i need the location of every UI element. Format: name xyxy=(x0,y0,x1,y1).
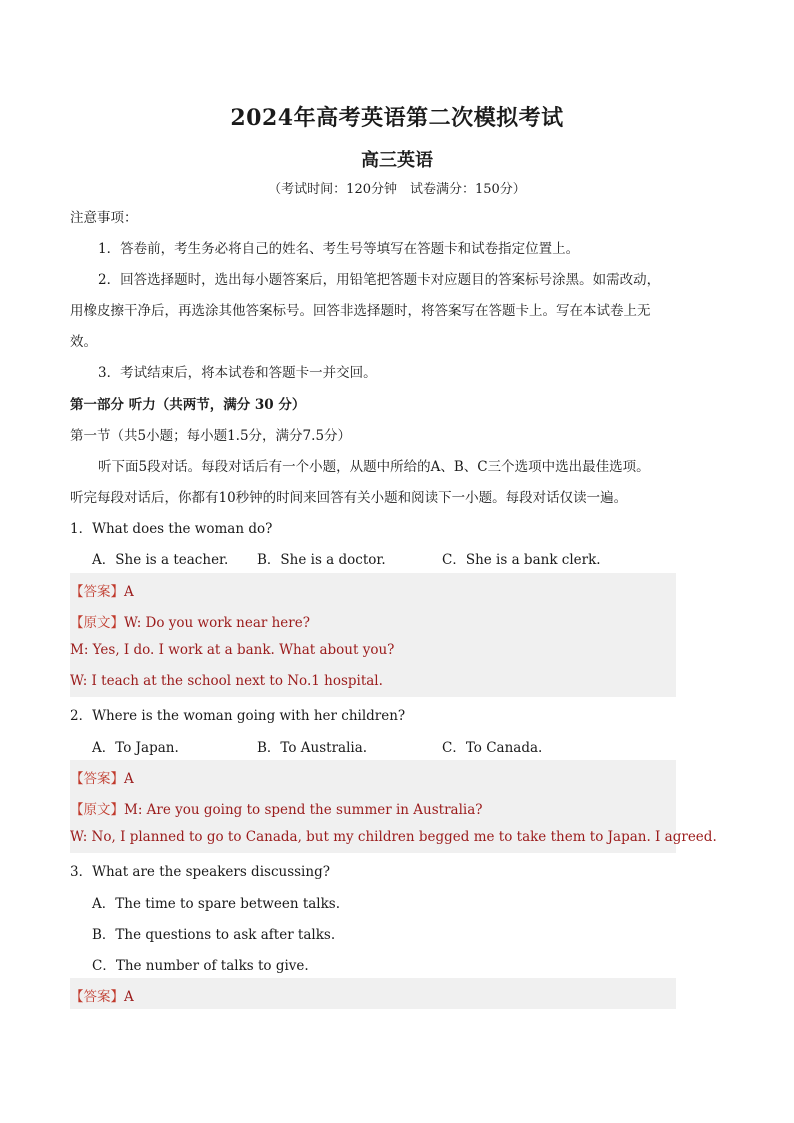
answer-tag: 【答案】 xyxy=(70,771,124,787)
notes-item-2-line-1: 2．回答选择题时，选出每小题答案后，用铅笔把答题卡对应题目的答案标号涂黑。如需改动， xyxy=(98,272,661,288)
notes-item-1: 1．答卷前，考生务必将自己的姓名、考生号等填写在答题卡和试卷指定位置上。 xyxy=(98,241,580,257)
exam-title: 2024年高考英语第二次模拟考试 xyxy=(230,105,564,131)
question-1-transcript-band xyxy=(70,604,676,635)
question-3-option-c: C．The number of talks to give. xyxy=(92,958,309,974)
question-1-transcript-line-2: M: Yes, I do. I work at a bank. What about you? xyxy=(70,642,395,658)
transcript-tag: 【原文】 xyxy=(70,615,124,631)
question-1-answer: A xyxy=(124,584,134,600)
question-1-option-c: C．She is a bank clerk. xyxy=(442,552,601,568)
notes-item-3: 3．考试结束后，将本试卷和答题卡一并交回。 xyxy=(98,365,377,381)
question-2-transcript-band-2 xyxy=(70,822,717,853)
question-1-option-b: B．She is a doctor. xyxy=(257,552,386,568)
question-2-answer-band xyxy=(70,760,676,791)
notes-heading: 注意事项： xyxy=(70,210,138,226)
question-1-option-a: A．She is a teacher. xyxy=(92,552,229,568)
question-1-transcript-line-3: W: I teach at the school next to No.1 hospital. xyxy=(70,673,383,689)
question-3-answer-band xyxy=(70,978,676,1009)
question-3-stem: 3．What are the speakers discussing? xyxy=(70,864,330,880)
question-3-option-b: B．The questions to ask after talks. xyxy=(92,927,336,943)
question-2-option-a: A．To Japan. xyxy=(92,740,179,756)
question-2-option-b: B．To Australia. xyxy=(257,740,368,756)
question-1-stem: 1．What does the woman do? xyxy=(70,521,273,537)
transcript-tag: 【原文】 xyxy=(70,802,124,818)
question-2-transcript-line-2: W: No, I planned to go to Canada, but my children begged me to take them to Japan. I agreed. xyxy=(70,829,717,845)
exam-subtitle: 高三英语 xyxy=(361,150,433,171)
answer-tag: 【答案】 xyxy=(70,584,124,600)
question-1-transcript-band-2 xyxy=(70,635,676,666)
question-3-option-a: A．The time to spare between talks. xyxy=(92,896,341,912)
instructions-line-2: 听完每段对话后，你都有10秒钟的时间来回答有关小题和阅读下一小题。每段对话仅读一遍。 xyxy=(70,490,628,506)
question-1-transcript-band-3 xyxy=(70,666,676,697)
exam-info: （考试时间：120分钟 试卷满分：150分） xyxy=(268,182,526,197)
part1-heading: 第一部分 听力（共两节，满分 30 分） xyxy=(70,397,306,413)
question-1-transcript-line-1: W: Do you work near here? xyxy=(124,615,310,631)
notes-item-2-line-2: 用橡皮擦干净后，再选涂其他答案标号。回答非选择题时，将答案写在答题卡上。写在本试卷上无 xyxy=(70,303,651,319)
question-2-transcript-line-1: M: Are you going to spend the summer in Australia? xyxy=(124,802,483,818)
question-2-transcript-band xyxy=(70,791,676,822)
question-1-answer-band xyxy=(70,573,676,604)
question-2-stem: 2．Where is the woman going with her children? xyxy=(70,708,406,724)
answer-tag: 【答案】 xyxy=(70,989,124,1005)
question-2-answer: A xyxy=(124,771,134,787)
instructions-line-1: 听下面5段对话。每段对话后有一个小题，从题中所给的A、B、C三个选项中选出最佳选项。 xyxy=(98,459,650,475)
question-2-option-c: C．To Canada. xyxy=(442,740,543,756)
section1-heading: 第一节（共5小题；每小题1.5分，满分7.5分） xyxy=(70,428,352,444)
notes-item-2-line-3: 效。 xyxy=(70,334,97,350)
question-3-answer: A xyxy=(124,989,134,1005)
